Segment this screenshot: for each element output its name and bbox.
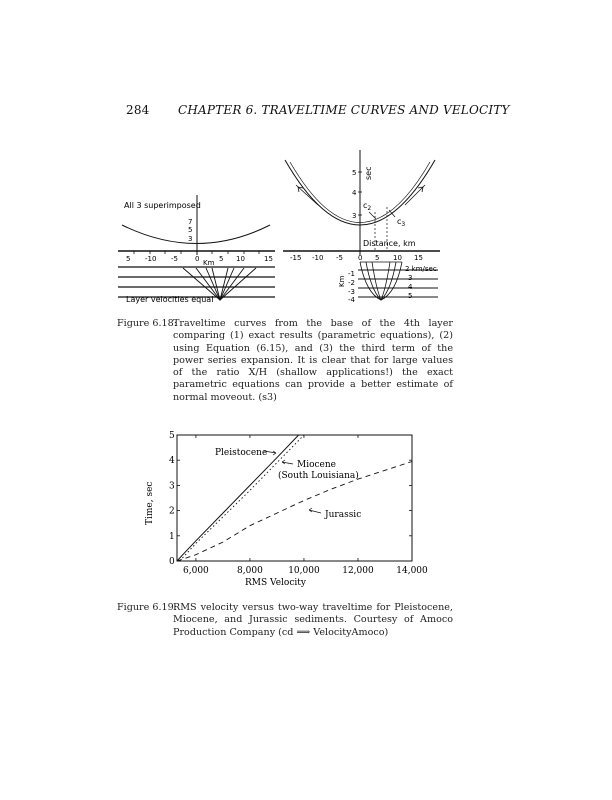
- right-x-tick-7: 15: [414, 254, 423, 262]
- velocity-label-2: 3: [408, 274, 413, 282]
- right-x-tick-3: -5: [336, 254, 343, 262]
- curve-label-c3: $c_3$: [397, 217, 406, 228]
- curve-label-3: 3: [188, 235, 193, 243]
- left-x-tick-6: 10: [236, 255, 245, 263]
- right-y-tick-3: 3: [352, 212, 357, 220]
- depth-unit: Km: [338, 275, 346, 287]
- figure-6-19-caption: [117, 602, 453, 642]
- left-panel: [118, 195, 275, 304]
- depth-tick-1: -1: [348, 270, 355, 278]
- left-x-tick-2: -10: [145, 255, 157, 263]
- right-x-tick-5: 5: [375, 254, 380, 262]
- right-panel: [283, 150, 440, 304]
- velocity-label-4: 5: [408, 292, 413, 300]
- left-x-tick-3: -5: [171, 255, 178, 263]
- right-x-tick-4: 0: [358, 254, 363, 262]
- figure-6-18: [0, 0, 612, 320]
- annotation-miocene: Miocene: [297, 460, 337, 470]
- right-x-tick-6: 10: [393, 254, 402, 262]
- arrow-miocene: [282, 460, 293, 464]
- right-x-tick-2: -10: [312, 254, 324, 262]
- right-y-unit: sec: [364, 166, 373, 180]
- label-layer-velocities: Layer velocities equal: [126, 295, 214, 304]
- figure-6-19-chart: [0, 425, 612, 595]
- figure-6-18-caption: [117, 318, 453, 403]
- y-axis-label: Time, sec: [145, 481, 155, 525]
- caption-text-619: RMS velocity versus two-way traveltime for Pleistocene, Miocene, and Jurassic sediments. Courtesy of Amoco Production Company (cd ⟹ VelocityAmoco): [173, 602, 453, 638]
- right-x-tick-1: -15: [290, 254, 302, 262]
- right-ray-paths: [360, 262, 402, 300]
- annotation-jurassic: Jurassic: [325, 510, 362, 520]
- chapter-title: CHAPTER 6. TRAVELTIME CURVES AND VELOCITY: [178, 103, 510, 117]
- distance-label: Distance, km: [363, 239, 416, 248]
- depth-tick-4: -4: [348, 296, 355, 304]
- arrow-jurassic: [309, 508, 321, 513]
- x-axis-label: RMS Velocity: [245, 578, 306, 588]
- velocity-label-1: 2 km/sec: [405, 265, 437, 273]
- left-x-unit: Km: [203, 259, 215, 267]
- left-x-tick-5: 5: [219, 255, 224, 263]
- curve-label-7: 7: [188, 218, 193, 226]
- annotation-south-louisiana: (South Louisiana): [278, 471, 359, 481]
- plot-frame: [177, 435, 412, 561]
- caption-text: Traveltime curves from the base of the 4th layer comparing (1) exact results (parametric equations), (2) using Equation (6.15), and (3) the third term of the power series expansion. It is clear that for large values of the ratio X/H (shallow applications!) the exact parametric equations can provide a better estimate of normal moveout. (s3): [173, 318, 453, 403]
- curve-label-5: 5: [188, 226, 193, 234]
- y-tick-label: 2: [169, 506, 175, 517]
- left-x-tick-1: 5: [126, 255, 131, 263]
- caption-label: Figure 6.18:: [117, 318, 177, 329]
- y-tick-label: 5: [169, 431, 175, 441]
- caption-label-619: Figure 6.19:: [117, 602, 177, 613]
- left-x-tick-4: 0: [195, 255, 200, 263]
- page-number: 284: [126, 103, 150, 117]
- right-layer-lines: [358, 270, 438, 297]
- right-y-tick-4: 4: [352, 189, 357, 197]
- label-superimposed: All 3 superimposed: [124, 201, 201, 210]
- y-tick-label: 1: [169, 531, 175, 542]
- left-x-tick-7: 15: [264, 255, 273, 263]
- x-tick-label: 10,000: [288, 566, 320, 576]
- y-tick-label: 4: [169, 456, 175, 467]
- depth-tick-2: -2: [348, 279, 355, 287]
- left-traveltime-curve: [122, 225, 270, 244]
- curve-label-c2: $c_2$: [363, 201, 372, 212]
- x-tick-label: 8,000: [237, 566, 263, 576]
- depth-tick-3: -3: [348, 288, 355, 296]
- velocity-label-3: 4: [408, 283, 413, 291]
- x-tick-label: 14,000: [396, 566, 428, 576]
- right-y-tick-5: 5: [352, 169, 357, 177]
- x-tick-label: 6,000: [183, 566, 209, 576]
- y-tick-label: 3: [169, 481, 175, 492]
- annotation-pleistocene: Pleistocene: [215, 448, 268, 458]
- x-tick-label: 12,000: [342, 566, 374, 576]
- y-tick-label: 0: [169, 557, 175, 567]
